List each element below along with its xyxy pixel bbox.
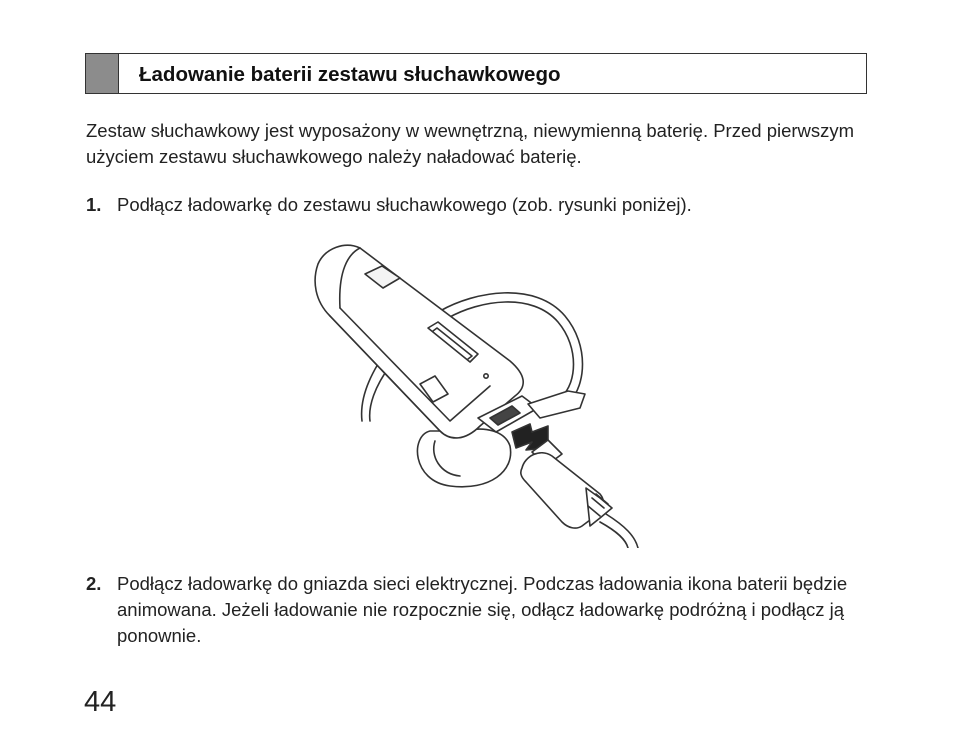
- intro-paragraph: Zestaw słuchawkowy jest wyposażony w wewnętrzną, niewymienną baterię. Przed pierwszym użyciem zestawu słuchawkowego należy naładować baterię.: [86, 120, 855, 167]
- headset-charging-illustration: [300, 236, 650, 548]
- step-number: 2.: [86, 573, 102, 594]
- earbud: [417, 429, 510, 487]
- page-number: 44: [84, 686, 117, 718]
- step-text: Podłącz ładowarkę do gniazda sieci elektrycznej. Podczas ładowania ikona baterii będzie animowana. Jeżeli ładowanie nie rozpocznie się, odłącz ładowarkę podróżną i podłącz ją ponownie.: [117, 573, 848, 646]
- section-header: [85, 53, 867, 94]
- charger-cable: [606, 514, 638, 548]
- step-text: Podłącz ładowarkę do zestawu słuchawkowego (zob. rysunki poniżej).: [117, 194, 692, 215]
- section-header-tab: [86, 54, 119, 93]
- section-title: Ładowanie baterii zestawu słuchawkowego: [139, 63, 561, 86]
- step-2: [86, 571, 886, 651]
- step-number: 1.: [86, 194, 102, 215]
- step-1: [86, 192, 886, 222]
